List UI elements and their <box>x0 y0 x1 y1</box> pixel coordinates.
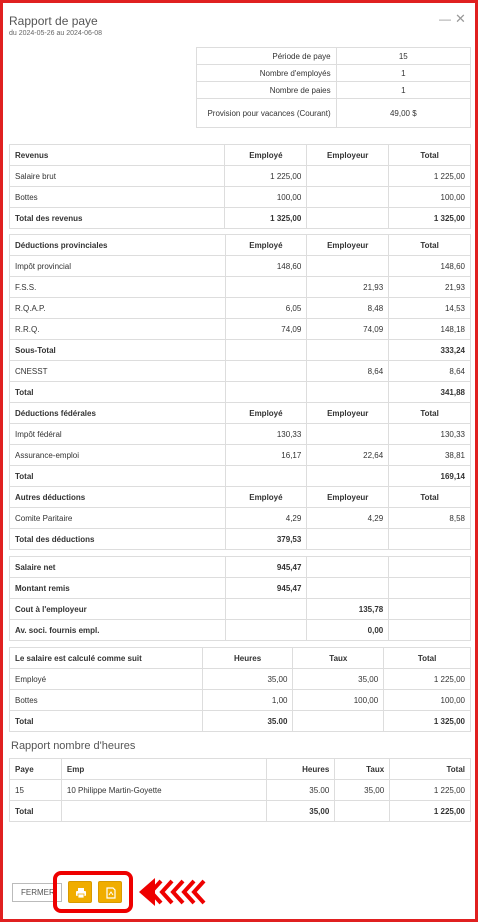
summary-label: Provision pour vacances (Courant) <box>197 99 337 128</box>
cell: 1 225,00 <box>225 166 307 187</box>
cell <box>307 557 389 578</box>
cell: 35,00 <box>335 780 390 801</box>
cell: 4,29 <box>307 508 389 529</box>
cell: 38,81 <box>389 445 471 466</box>
header-cell: Total <box>389 145 471 166</box>
cell <box>307 166 389 187</box>
header-cell: Paye <box>10 759 62 780</box>
cell <box>293 711 384 732</box>
cell <box>307 529 389 550</box>
row-label: Impôt provincial <box>10 256 226 277</box>
deductions-table <box>9 234 471 550</box>
cell: 15 <box>10 780 62 801</box>
cell: 74,09 <box>307 319 389 340</box>
cell <box>307 208 389 229</box>
cell: 35.00 <box>267 780 335 801</box>
header-cell: Total <box>390 759 471 780</box>
row-label: Employé <box>10 669 203 690</box>
table-row <box>10 690 471 711</box>
table-row <box>10 445 471 466</box>
cell: 100,00 <box>389 187 471 208</box>
row-label: Cout à l'employeur <box>10 599 226 620</box>
cell: 341,88 <box>389 382 471 403</box>
print-button[interactable] <box>68 881 92 903</box>
header-cell: Employeur <box>307 403 389 424</box>
row-label: Salaire brut <box>10 166 225 187</box>
row-label: F.S.S. <box>10 277 226 298</box>
cell: 21,93 <box>389 277 471 298</box>
table-row <box>10 187 471 208</box>
cell: 135,78 <box>307 599 389 620</box>
cell <box>307 187 389 208</box>
summary-value: 1 <box>336 82 470 99</box>
table-row <box>10 711 471 732</box>
cell <box>225 620 307 641</box>
cell: 945,47 <box>225 578 307 599</box>
table-row <box>10 578 471 599</box>
cell: 130,33 <box>225 424 307 445</box>
table-header <box>10 145 471 166</box>
cell <box>225 382 307 403</box>
cell: 35,00 <box>202 669 293 690</box>
cell: 16,17 <box>225 445 307 466</box>
row-label: Bottes <box>10 187 225 208</box>
cell: 1 325,00 <box>384 711 471 732</box>
cell: 35.00 <box>202 711 293 732</box>
cell <box>307 382 389 403</box>
table-row <box>10 466 471 487</box>
cell <box>225 340 307 361</box>
cell: 100,00 <box>293 690 384 711</box>
summary-row <box>197 65 471 82</box>
table-header <box>10 648 471 669</box>
hours-report-table <box>9 758 471 822</box>
cell: 21,93 <box>307 277 389 298</box>
cell <box>389 578 471 599</box>
table-row <box>10 557 471 578</box>
cell <box>61 801 267 822</box>
header-cell: Déductions fédérales <box>10 403 226 424</box>
table-row <box>10 382 471 403</box>
row-label: Total <box>10 466 226 487</box>
summary-label: Nombre d'employés <box>197 65 337 82</box>
summary-label: Période de paye <box>197 48 337 65</box>
row-label: Sous-Total <box>10 340 226 361</box>
header-cell: Employeur <box>307 145 389 166</box>
summary-label: Nombre de paies <box>197 82 337 99</box>
summary-value: 1 <box>336 65 470 82</box>
cell <box>389 529 471 550</box>
cell <box>389 557 471 578</box>
table-row <box>10 801 471 822</box>
header-cell: Heures <box>202 648 293 669</box>
table-row <box>10 361 471 382</box>
cell <box>389 620 471 641</box>
salary-calc-table <box>9 647 471 732</box>
cell: 8,48 <box>307 298 389 319</box>
table-row <box>10 319 471 340</box>
cell <box>307 424 389 445</box>
header-cell: Autres déductions <box>10 487 226 508</box>
hours-report-title: Rapport nombre d'heures <box>11 740 136 752</box>
header-cell: Employeur <box>307 235 389 256</box>
header-cell: Employé <box>225 487 307 508</box>
cell: 169,14 <box>389 466 471 487</box>
row-label: Comite Paritaire <box>10 508 226 529</box>
row-label: Total <box>10 382 226 403</box>
cell: 1 325,00 <box>389 208 471 229</box>
cell: 1 325,00 <box>225 208 307 229</box>
table-row <box>10 277 471 298</box>
row-label: Salaire net <box>10 557 226 578</box>
cell: 148,60 <box>389 256 471 277</box>
header-cell: Déductions provinciales <box>10 235 226 256</box>
table-row <box>10 508 471 529</box>
close-button[interactable]: FERMER <box>12 883 62 902</box>
cell: 333,24 <box>389 340 471 361</box>
table-row <box>10 256 471 277</box>
cell: 100,00 <box>225 187 307 208</box>
header-cell: Emp <box>61 759 267 780</box>
table-row <box>10 669 471 690</box>
summary-value: 15 <box>336 48 470 65</box>
table-header <box>10 403 471 424</box>
cell <box>307 340 389 361</box>
cell: 4,29 <box>225 508 307 529</box>
summary-row <box>197 48 471 65</box>
cell: 6,05 <box>225 298 307 319</box>
dialog-subtitle: du 2024-05-26 au 2024-06-08 <box>9 30 103 37</box>
header-cell: Total <box>389 487 471 508</box>
table-row <box>10 529 471 550</box>
header-cell: Heures <box>267 759 335 780</box>
table-row <box>10 298 471 319</box>
row-label: Total des déductions <box>10 529 226 550</box>
header-cell: Total <box>384 648 471 669</box>
table-header <box>10 759 471 780</box>
revenus-table <box>9 144 471 229</box>
cell: 1 225,00 <box>384 669 471 690</box>
table-row <box>10 620 471 641</box>
cell <box>225 466 307 487</box>
pointer-arrows-icon <box>137 875 207 909</box>
cell: 8,64 <box>307 361 389 382</box>
row-label: Montant remis <box>10 578 226 599</box>
cell: 14,53 <box>389 298 471 319</box>
net-table <box>9 556 471 641</box>
cell <box>307 466 389 487</box>
row-label: Total <box>10 711 203 732</box>
table-row <box>10 424 471 445</box>
table-header <box>10 235 471 256</box>
summary-value: 49,00 $ <box>336 99 470 128</box>
table-row <box>10 340 471 361</box>
row-label: Bottes <box>10 690 203 711</box>
cell: 22,64 <box>307 445 389 466</box>
close-icon[interactable]: ✕ <box>455 11 466 26</box>
cell: 148,18 <box>389 319 471 340</box>
print-icon <box>75 887 87 899</box>
cell: 1 225,00 <box>389 166 471 187</box>
summary-row <box>197 99 471 128</box>
cell: 1 225,00 <box>390 801 471 822</box>
row-label: Impôt fédéral <box>10 424 226 445</box>
cell: 10 Philippe Martin-Goyette <box>61 780 267 801</box>
header-cell: Total <box>389 235 471 256</box>
header-cell: Employeur <box>307 487 389 508</box>
table-row <box>10 780 471 801</box>
header-cell: Employé <box>225 145 307 166</box>
header-cell: Taux <box>335 759 390 780</box>
pdf-icon <box>105 887 117 899</box>
cell <box>307 256 389 277</box>
row-label: Av. soci. fournis empl. <box>10 620 226 641</box>
cell <box>335 801 390 822</box>
cell <box>225 361 307 382</box>
cell: 0,00 <box>307 620 389 641</box>
cell: 8,58 <box>389 508 471 529</box>
table-header <box>10 487 471 508</box>
cell: 1 225,00 <box>390 780 471 801</box>
dialog-title: Rapport de paye <box>9 14 98 28</box>
cell: 35,00 <box>267 801 335 822</box>
cell: 1,00 <box>202 690 293 711</box>
cell: 35,00 <box>293 669 384 690</box>
cell: 8,64 <box>389 361 471 382</box>
row-label: CNESST <box>10 361 226 382</box>
summary-table <box>196 47 471 128</box>
cell: 379,53 <box>225 529 307 550</box>
cell: Total <box>10 801 62 822</box>
header-cell: Le salaire est calculé comme suit <box>10 648 203 669</box>
header-cell: Employé <box>225 235 307 256</box>
table-row <box>10 166 471 187</box>
row-label: Total des revenus <box>10 208 225 229</box>
cell <box>225 599 307 620</box>
cell <box>225 277 307 298</box>
header-cell: Employé <box>225 403 307 424</box>
pdf-button[interactable] <box>98 881 122 903</box>
cell: 148,60 <box>225 256 307 277</box>
row-label: R.Q.A.P. <box>10 298 226 319</box>
minimize-icon[interactable]: — <box>439 12 451 26</box>
row-label: R.R.Q. <box>10 319 226 340</box>
cell <box>389 599 471 620</box>
table-row <box>10 599 471 620</box>
header-cell: Revenus <box>10 145 225 166</box>
cell: 74,09 <box>225 319 307 340</box>
cell: 130,33 <box>389 424 471 445</box>
cell: 100,00 <box>384 690 471 711</box>
header-cell: Total <box>389 403 471 424</box>
cell: 945,47 <box>225 557 307 578</box>
header-cell: Taux <box>293 648 384 669</box>
cell <box>307 578 389 599</box>
summary-row <box>197 82 471 99</box>
row-label: Assurance-emploi <box>10 445 226 466</box>
table-row <box>10 208 471 229</box>
